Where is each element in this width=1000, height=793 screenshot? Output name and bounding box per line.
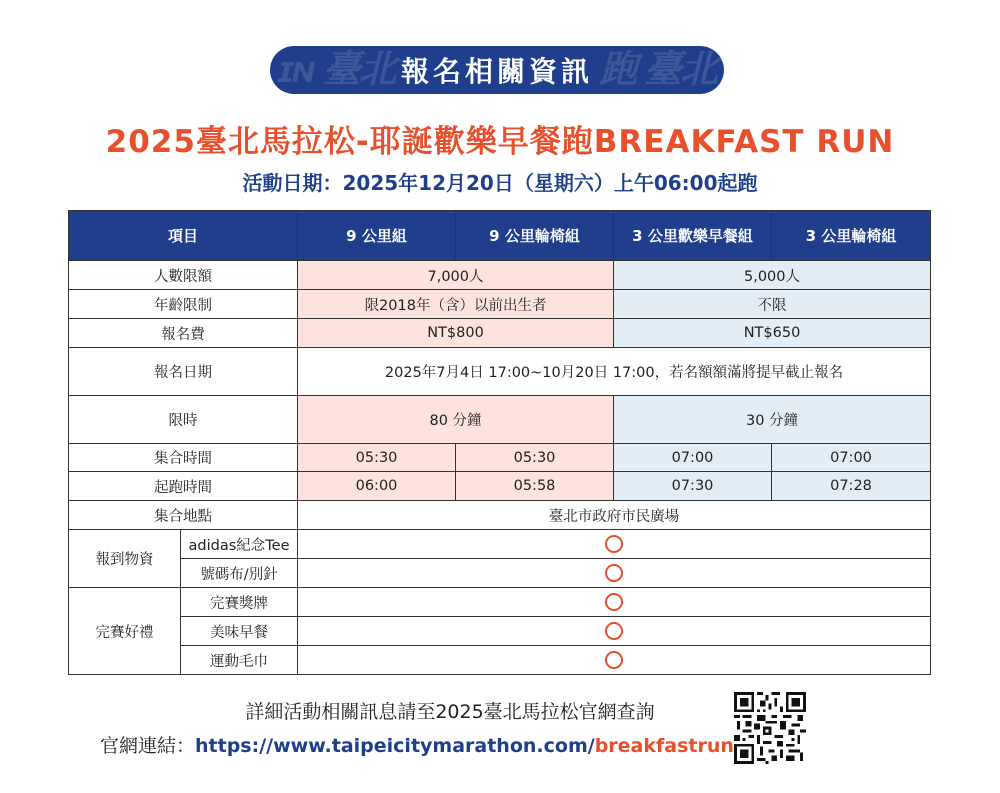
capacity-3k: 5,000人 xyxy=(614,261,931,290)
footer-info-text: 詳細活動相關訊息請至2025臺北馬拉松官網查詢 xyxy=(245,701,655,723)
table-row xyxy=(69,444,931,472)
official-site-link-path[interactable]: breakfastrun xyxy=(594,735,734,757)
row-label-capacity: 人數限額 xyxy=(69,261,298,290)
event-date: 活動日期：2025年12月20日（星期六）上午06:00起跑 xyxy=(242,171,758,195)
assembly-time-3k-breakfast: 07:00 xyxy=(614,444,772,472)
banner-decoration-right: 跑 臺北 xyxy=(599,49,716,91)
header-9k: 9 公里組 xyxy=(298,211,456,261)
circle-mark-icon xyxy=(605,593,623,611)
row-label-time-limit: 限時 xyxy=(69,396,298,444)
table-row xyxy=(69,559,931,588)
row-label-finisher-gifts: 完賽好禮 xyxy=(69,588,181,675)
row-label-period: 報名日期 xyxy=(69,348,298,396)
item-breakfast-availability xyxy=(298,617,931,646)
age-9k: 限2018年（含）以前出生者 xyxy=(298,290,614,319)
start-time-9k-wheelchair: 05:58 xyxy=(456,472,614,501)
circle-mark-icon xyxy=(605,622,623,640)
circle-mark-icon xyxy=(605,535,623,553)
item-breakfast: 美味早餐 xyxy=(181,617,298,646)
link-label: 官網連結： xyxy=(100,735,196,757)
table-row xyxy=(69,396,931,444)
assembly-time-9k: 05:30 xyxy=(298,444,456,472)
item-tee: adidas紀念Tee xyxy=(181,530,298,559)
header-3k-wheelchair: 3 公里輪椅組 xyxy=(772,211,931,261)
item-tee-availability xyxy=(298,530,931,559)
capacity-9k: 7,000人 xyxy=(298,261,614,290)
qr-code-icon[interactable] xyxy=(734,692,806,764)
table-row xyxy=(69,319,931,348)
item-towel-availability xyxy=(298,646,931,675)
item-towel: 運動毛巾 xyxy=(181,646,298,675)
item-medal: 完賽獎牌 xyxy=(181,588,298,617)
header-item: 項目 xyxy=(69,211,298,261)
row-label-fee: 報名費 xyxy=(69,319,298,348)
table-row xyxy=(69,472,931,501)
table-row xyxy=(69,646,931,675)
table-row xyxy=(69,617,931,646)
time-limit-9k: 80 分鐘 xyxy=(298,396,614,444)
event-title: 2025臺北馬拉松-耶誕歡樂早餐跑BREAKFAST RUN xyxy=(105,124,895,160)
fee-9k: NT$800 xyxy=(298,319,614,348)
row-label-age: 年齡限制 xyxy=(69,290,298,319)
assembly-time-9k-wheelchair: 05:30 xyxy=(456,444,614,472)
row-label-checkin-items: 報到物資 xyxy=(69,530,181,588)
item-medal-availability xyxy=(298,588,931,617)
assembly-venue: 臺北市政府市民廣場 xyxy=(298,501,931,530)
start-time-3k-wheelchair: 07:28 xyxy=(772,472,931,501)
table-row xyxy=(69,290,931,319)
footer-link-line xyxy=(100,731,734,758)
assembly-time-3k-wheelchair: 07:00 xyxy=(772,444,931,472)
banner-decoration-left: ɪɴ 臺北 xyxy=(278,49,395,91)
item-bib-availability xyxy=(298,559,931,588)
header-3k-breakfast: 3 公里歡樂早餐組 xyxy=(614,211,772,261)
row-label-venue: 集合地點 xyxy=(69,501,298,530)
table-row xyxy=(69,501,931,530)
table-row xyxy=(69,348,931,396)
table-row xyxy=(69,261,931,290)
registration-info-table xyxy=(68,210,931,675)
time-limit-3k: 30 分鐘 xyxy=(614,396,931,444)
age-3k: 不限 xyxy=(614,290,931,319)
table-row xyxy=(69,530,931,559)
circle-mark-icon xyxy=(605,564,623,582)
header-9k-wheelchair: 9 公里輪椅組 xyxy=(456,211,614,261)
start-time-3k-breakfast: 07:30 xyxy=(614,472,772,501)
official-site-link[interactable]: https://www.taipeicitymarathon.com/ xyxy=(195,735,595,757)
row-label-assembly-time: 集合時間 xyxy=(69,444,298,472)
fee-3k: NT$650 xyxy=(614,319,931,348)
circle-mark-icon xyxy=(605,651,623,669)
section-banner xyxy=(270,46,724,94)
table-row xyxy=(69,588,931,617)
banner-title: 報名相關資訊 xyxy=(400,55,593,88)
table-header-row xyxy=(69,211,931,261)
registration-period: 2025年7月4日 17:00~10月20日 17:00，若名額額滿將提早截止報名 xyxy=(298,348,931,396)
start-time-9k: 06:00 xyxy=(298,472,456,501)
row-label-start-time: 起跑時間 xyxy=(69,472,298,501)
item-bib: 號碼布/別針 xyxy=(181,559,298,588)
